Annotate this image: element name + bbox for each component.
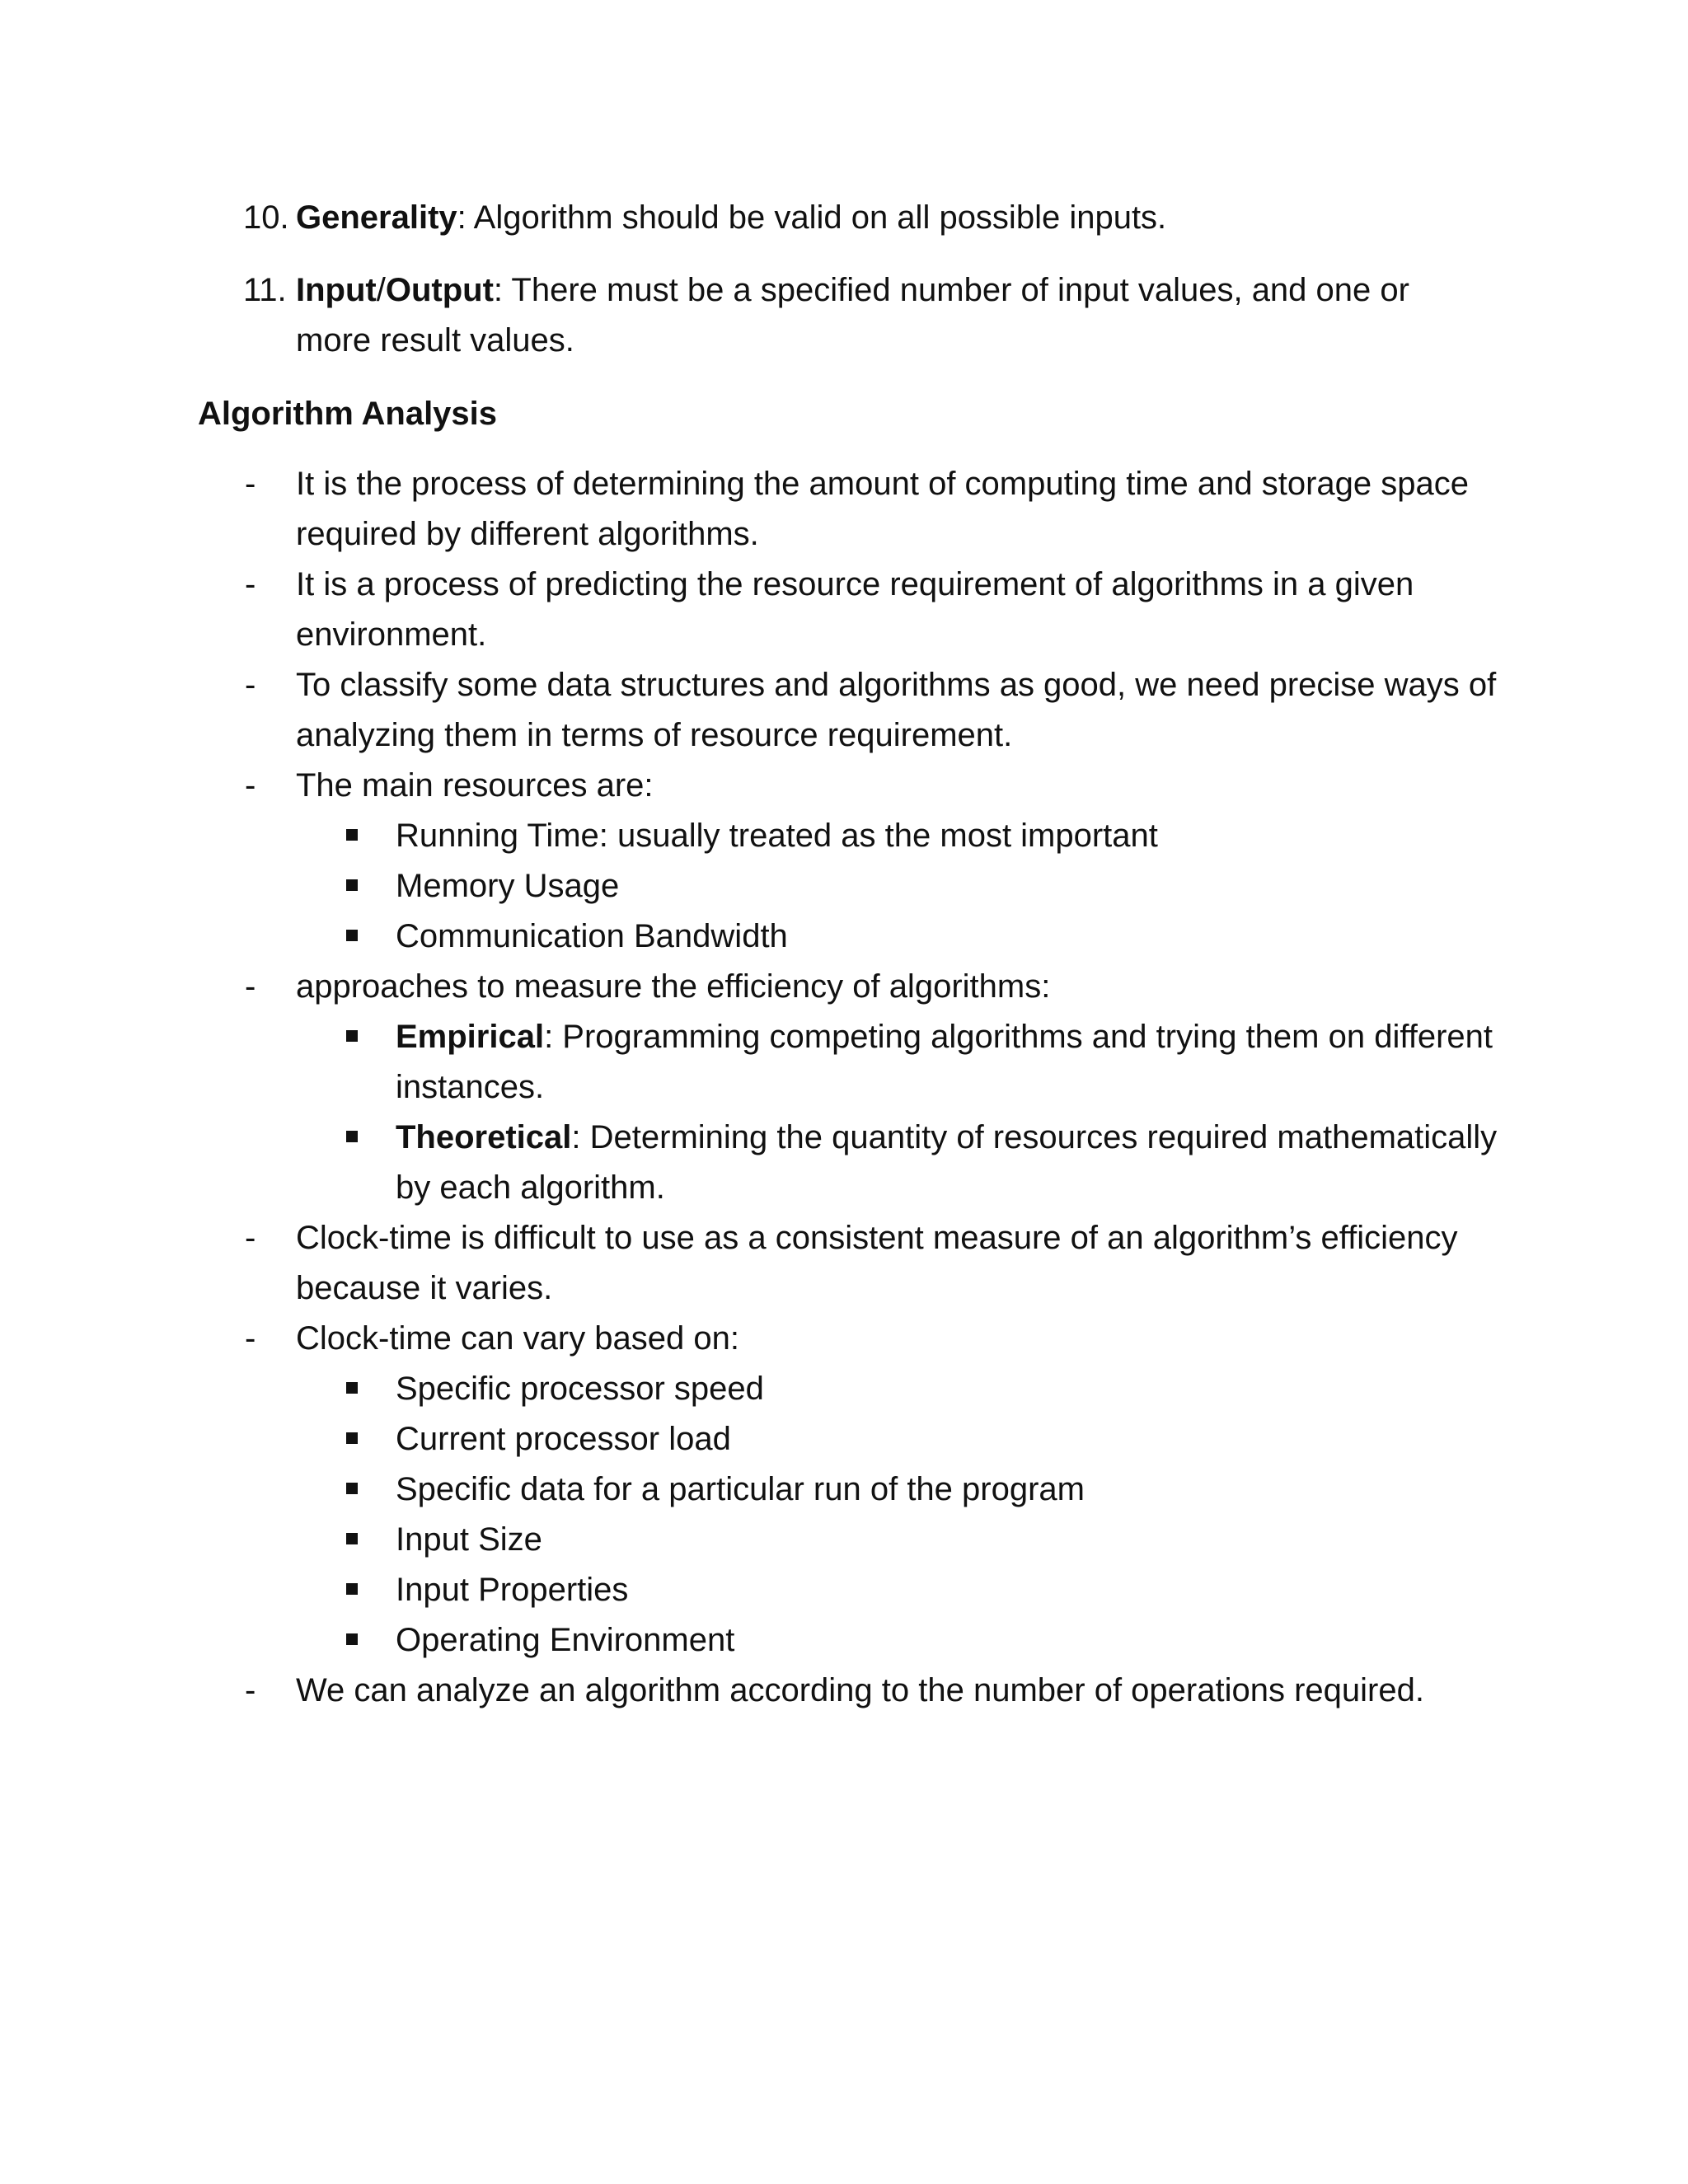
bullet-text: approaches to measure the efficiency of algorithms:: [296, 968, 1051, 1005]
sub-list-item: [198, 1515, 1517, 1565]
square-bullet-icon: [346, 1131, 358, 1142]
numbered-item-input-output: [243, 265, 1479, 366]
item-term: Input: [296, 272, 377, 308]
resources-sub-list: [198, 811, 1517, 962]
item-number: 11.: [243, 272, 287, 308]
bullet-item: [198, 1314, 1517, 1364]
bullet-item: [198, 962, 1517, 1012]
item-text: : There must be a specified number of input values, and one or more result values.: [296, 272, 1409, 359]
square-bullet-icon: [346, 1030, 358, 1042]
sub-item-text: Specific data for a particular run of the program: [396, 1471, 1085, 1507]
dash-marker: -: [245, 566, 256, 602]
sub-list-item: [198, 912, 1517, 962]
bullet-text: To classify some data structures and algorithms as good, we need precise ways of analyzing them in terms of resource requirement.: [296, 667, 1497, 753]
section-heading: Algorithm Analysis: [198, 396, 498, 432]
sub-list-item: [198, 1364, 1517, 1414]
dash-marker: -: [245, 1320, 256, 1357]
dash-marker: -: [245, 1220, 256, 1256]
sub-list-item: [198, 1465, 1517, 1515]
sub-item-text: Running Time: usually treated as the most important: [396, 818, 1158, 854]
dash-marker: -: [245, 1672, 256, 1708]
square-bullet-icon: [346, 1483, 358, 1494]
dash-marker: -: [245, 667, 256, 703]
sub-list-wrapper: [198, 811, 1517, 962]
item-number: 10.: [243, 199, 289, 236]
item-term-2: Output: [385, 272, 494, 308]
square-bullet-icon: [346, 1533, 358, 1544]
sub-item-text: Communication Bandwidth: [396, 918, 788, 954]
bullet-item: [198, 1666, 1517, 1716]
bullet-text: Clock-time can vary based on:: [296, 1320, 740, 1357]
dash-bullet-list: [198, 459, 1517, 1716]
bullet-item: [198, 761, 1517, 811]
item-body: [296, 265, 1479, 366]
sub-list-item: [198, 1012, 1517, 1113]
sub-item-text: : Determining the quantity of resources required mathematically by each algorithm.: [396, 1119, 1498, 1206]
numbered-item-generality: [243, 193, 1479, 243]
approaches-sub-list: [198, 1012, 1517, 1213]
sub-list-item: [198, 811, 1517, 861]
bullet-item: [198, 1213, 1517, 1314]
sub-list-item: [198, 1414, 1517, 1465]
square-bullet-icon: [346, 1382, 358, 1394]
bullet-text: Clock-time is difficult to use as a consistent measure of an algorithm’s efficiency because it varies.: [296, 1220, 1458, 1306]
item-term: Generality: [296, 199, 457, 236]
item-slash: /: [376, 272, 386, 308]
sub-list-wrapper: [198, 1012, 1517, 1213]
dash-marker: -: [245, 767, 256, 804]
sub-item-text: Memory Usage: [396, 868, 620, 904]
sub-item-term: Empirical: [396, 1019, 545, 1055]
sub-item-term: Theoretical: [396, 1119, 572, 1155]
square-bullet-icon: [346, 829, 358, 841]
square-bullet-icon: [346, 1583, 358, 1595]
sub-list-item: [198, 861, 1517, 912]
square-bullet-icon: [346, 879, 358, 891]
bullet-text: It is a process of predicting the resource requirement of algorithms in a given environment.: [296, 566, 1414, 653]
sub-list-item: [198, 1565, 1517, 1615]
bullet-item: [198, 560, 1517, 660]
square-bullet-icon: [346, 1633, 358, 1645]
sub-list-item: [198, 1615, 1517, 1666]
sub-item-text: Specific processor speed: [396, 1371, 764, 1407]
item-text: : Algorithm should be valid on all possible inputs.: [457, 199, 1167, 236]
sub-item-text: Input Properties: [396, 1572, 629, 1608]
bullet-text: We can analyze an algorithm according to the number of operations required.: [296, 1672, 1424, 1708]
clock-factors-sub-list: [198, 1364, 1517, 1666]
item-body: [296, 193, 1479, 243]
bullet-item: [198, 459, 1517, 560]
sub-list-wrapper: [198, 1364, 1517, 1666]
square-bullet-icon: [346, 1432, 358, 1444]
dash-marker: -: [245, 968, 256, 1005]
sub-item-text: Input Size: [396, 1521, 542, 1558]
sub-item-text: Operating Environment: [396, 1622, 735, 1658]
bullet-text: The main resources are:: [296, 767, 654, 804]
sub-item-text: : Programming competing algorithms and trying them on different instances.: [396, 1019, 1493, 1105]
dash-marker: -: [245, 466, 256, 502]
bullet-item: [198, 660, 1517, 761]
bullet-text: It is the process of determining the amount of computing time and storage space required by different algorithms.: [296, 466, 1470, 552]
sub-list-item: [198, 1113, 1517, 1213]
square-bullet-icon: [346, 930, 358, 941]
sub-item-text: Current processor load: [396, 1421, 731, 1457]
